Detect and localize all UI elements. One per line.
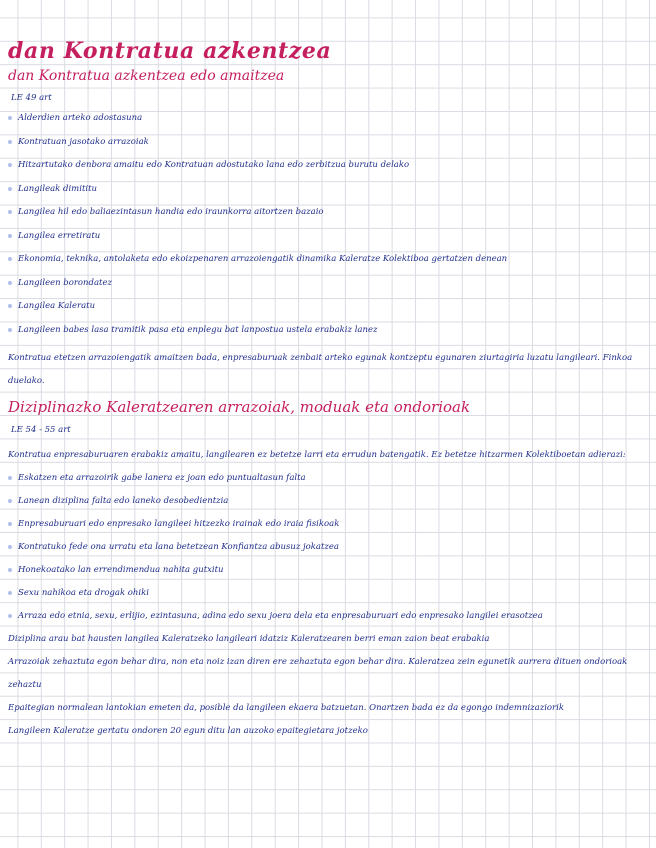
bullet-dot-icon [8, 614, 12, 618]
list-item-text: Langileen borondatez [18, 277, 112, 288]
list-item [8, 582, 650, 605]
bullet-dot-icon [8, 545, 12, 549]
list-item-text: Enpresaburuari edo enpresako langileei hitzezko irainak edo iraia fisikoak [18, 519, 340, 529]
list-item-text: Alderdien arteko adostasuna [18, 113, 143, 123]
list-item-text: Kontratuko fede ona urratu eta lana betetzean Konfiantza abusuz jokatzea [18, 542, 339, 552]
list-item [8, 159, 650, 171]
section-heading: dan Kontratua azkentzea edo amaitzea [8, 68, 285, 84]
bullet-dot-icon [8, 140, 12, 144]
bullet-dot-icon [8, 591, 12, 595]
list-item [8, 324, 650, 336]
list-item-text: Kontratuan jasotako arrazoiak [18, 136, 149, 147]
law-reference: LE 49 art [11, 93, 52, 103]
list-item [8, 536, 650, 559]
list-item-text: Eskatzen eta arrazoirik gabe lanera ez joan edo puntualtasun falta [18, 473, 306, 483]
section-heading: Diziplinazko Kaleratzearen arrazoiak, moduak eta ondorioak [8, 398, 471, 416]
dismissal-paragraph: Langileen Kaleratze gertatu ondoren 20 egun ditu lan auzoko epaitegietara jotzeko [8, 726, 368, 736]
list-item-text: Langileak dimititu [18, 183, 97, 194]
bullet-dot-icon [8, 328, 12, 332]
list-item-text: Honekoatako lan errendimendua nahita gutxitu [18, 565, 224, 575]
list-item [8, 183, 650, 195]
bullet-dot-icon [8, 304, 12, 308]
dismissal-reasons-list [8, 467, 650, 628]
bullet-dot-icon [8, 210, 12, 214]
dismissal-paragraph: Arrazoiak zehaztuta egon behar dira, non eta noiz izan diren ere zehaztuta egon behar dira. Kaleratzea zein egunetik aurrera dituen ondorioak zehaztu [8, 657, 628, 690]
list-item [8, 230, 650, 242]
termination-reasons-list [8, 112, 650, 336]
termination-note: Kontratua etetzen arrazoiengatik amaitzen bada, enpresaburuak zenbait arteko egunak kontzeptu egunaren ziurtagiria luzatu langileari. Finkoa duelako. [8, 353, 633, 386]
bullet-dot-icon [8, 281, 12, 285]
list-item [8, 490, 650, 513]
list-item [8, 112, 650, 124]
note-page [8, 38, 650, 743]
list-item [8, 253, 650, 265]
list-item-text: Sexu nahikoa eta drogak ohiki [18, 588, 149, 598]
section-termination [8, 67, 650, 393]
dismissal-paragraph: Diziplina arau bat hausten langilea Kaleratzeko langileari idatziz Kaleratzearen berri eman zaion beat erabakia [8, 634, 490, 644]
section-disciplinary-dismissal [8, 397, 650, 743]
bullet-dot-icon [8, 163, 12, 167]
list-item [8, 300, 650, 312]
list-item-text: Langilea Kaleratu [18, 301, 96, 311]
list-item-text: Langileen babes lasa tramitik pasa eta enplegu bat lanpostua ustela erabakiz lanez [18, 324, 378, 335]
list-item-text: Lanean diziplina falta edo laneko desobedientzia [18, 496, 229, 506]
list-item-text: Hitzartutako denbora amaitu edo Kontratuan adostutako lana edo zerbitzua burutu delako [18, 160, 410, 170]
bullet-dot-icon [8, 234, 12, 238]
bullet-dot-icon [8, 187, 12, 191]
list-item [8, 513, 650, 536]
list-item-text: Ekonomia, teknika, antolaketa edo ekoizpenaren arrazoiengatik dinamika Kaleratze Kolektiboa gertatzen denean [18, 254, 508, 264]
bullet-dot-icon [8, 257, 12, 261]
list-item-text: Arraza edo etnia, sexu, erlijio, ezintasuna, adina edo sexu joera dela eta enpresaburuari edo enpresako langilei erasotzea [18, 611, 543, 621]
bullet-dot-icon [8, 476, 12, 480]
list-item [8, 136, 650, 148]
law-reference: LE 54 - 55 art [11, 425, 71, 435]
list-item-text: Langilea erretiratu [18, 230, 101, 241]
list-item-text: Langilea hil edo baliaezintasun handia edo iraunkorra aitortzen bazaio [18, 207, 324, 217]
dismissal-intro: Kontratua enpresaburuaren erabakiz amaitu, langilearen ez betetze larri eta errudun batengatik. Ez betetze hitzarmen Kolektiboetan adierazi: [8, 450, 626, 460]
list-item [8, 559, 650, 582]
bullet-dot-icon [8, 522, 12, 526]
list-item [8, 467, 650, 490]
bullet-dot-icon [8, 499, 12, 503]
bullet-dot-icon [8, 116, 12, 120]
list-item [8, 206, 650, 218]
dismissal-paragraph: Epaitegian normalean lantokian emeten da, posible da langileen ekaera batzuetan. Onartzen bada ez da egongo indemnizaziorik [8, 703, 564, 713]
list-item [8, 605, 650, 628]
page-title: dan Kontratua azkentzea [8, 38, 332, 64]
bullet-dot-icon [8, 568, 12, 572]
list-item [8, 277, 650, 289]
